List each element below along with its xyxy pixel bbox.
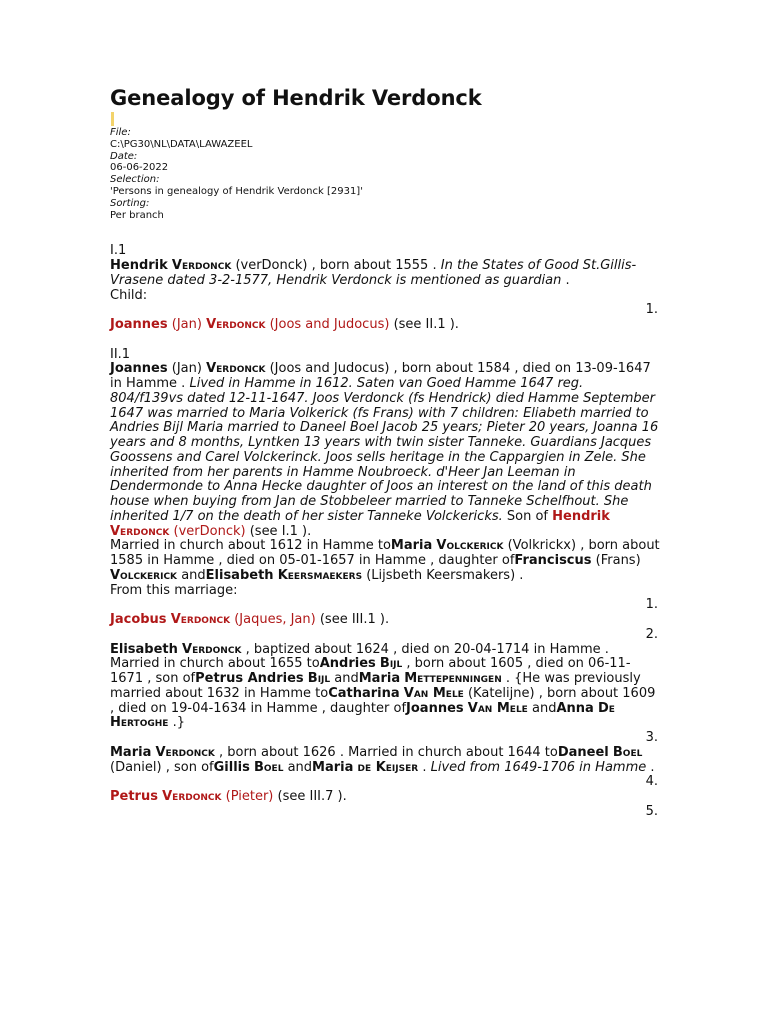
section-id: I.1: [110, 243, 127, 259]
spouse-mother-surname: Keersmaekers: [277, 567, 363, 583]
child-entry: [110, 613, 660, 628]
child-entry: [110, 746, 660, 776]
prev-spouse-mother-surname: De Hertoghe: [110, 700, 615, 731]
spouse-given-name: Maria: [390, 538, 433, 554]
child-given-name: Joannes: [110, 317, 168, 333]
person-given-name: Joannes: [110, 361, 168, 377]
genealogy-body: [110, 244, 660, 819]
father-reference: (see I.1 ).: [249, 523, 312, 539]
spouse-vitals: , born about 1605 , died on 06-11-1671 , son of: [110, 656, 631, 687]
child-nickname: (Jan): [171, 317, 202, 333]
spouse-surname: Boel: [612, 744, 643, 760]
prev-spouse-mother-given: Anna: [556, 700, 594, 716]
section-id: II.1: [110, 346, 131, 362]
spouse-mother-surname: Mettepenningen: [404, 671, 502, 687]
person-note: In the States of Good St.Gillis-Vrasene dated 3-2-1577, Hendrik Verdonck is mentioned as guardian: [110, 258, 637, 288]
father-alias: (verDonck): [173, 523, 246, 539]
sentence-end: .}: [172, 715, 185, 731]
father-given-name: Hendrik: [552, 508, 610, 524]
previous-marriage-text: . {He was previously married about 1632 in Hamme to: [110, 671, 641, 701]
sentence-end: .: [650, 759, 655, 775]
prev-spouse-vitals: (Katelijne) , born about 1609 , died on 19-04-1634 in Hamme , daughter of: [110, 685, 656, 716]
child-given-name: Petrus: [110, 789, 158, 805]
spouse-father-given: Petrus Andries: [195, 671, 304, 687]
and-text: and: [287, 759, 313, 775]
child-surname: Verdonck: [206, 317, 266, 333]
highlight-bar: [111, 112, 114, 126]
person-vitals: , born about 1555 .: [311, 258, 437, 274]
spouse-father-surname: Volckerick: [110, 567, 178, 583]
child-alias: (Pieter): [225, 789, 274, 805]
child-number: 2.: [645, 626, 658, 642]
spouse-surname: Bijl: [379, 656, 403, 672]
child-reference: (see III.1 ).: [319, 612, 390, 628]
page-title: Genealogy of Hendrik Verdonck: [110, 86, 482, 110]
spouse-mother-alias: (Lijsbeth Keersmakers) .: [366, 567, 524, 583]
prev-spouse-father-surname: Van Mele: [467, 700, 528, 716]
child-number: 1.: [645, 597, 658, 613]
father-surname: Verdonck: [110, 523, 170, 539]
child-vitals: , born about 1626 . Married in church about 1644 to: [219, 744, 558, 760]
sorting-label: Sorting:: [110, 197, 150, 209]
spouse-mother-surname: de Keijser: [357, 759, 419, 775]
child-link[interactable]: [110, 789, 273, 804]
child-surname: Verdonck: [155, 744, 215, 760]
child-number: 5.: [645, 803, 658, 819]
child-entry: [110, 318, 660, 333]
date-label: Date:: [110, 150, 138, 162]
spouse-vitals: (Volkrickx) , born about 1585 in Hamme , died on 05-01-1657 in Hamme , daughter of: [110, 538, 660, 569]
spouse-given-name: Daneel: [557, 744, 609, 760]
child-given-name: Maria: [110, 744, 152, 760]
prev-spouse-father-given: Joannes: [406, 700, 464, 716]
selection-value: 'Persons in genealogy of Hendrik Verdonck [2931]': [110, 185, 363, 197]
child-link[interactable]: [110, 612, 316, 627]
child-entry: [110, 643, 660, 732]
person-alias: (verDonck): [235, 258, 308, 274]
spouse-vitals: (Daniel) , son of: [110, 759, 214, 775]
date-value: 06-06-2022: [110, 162, 169, 174]
person-entry: [110, 259, 660, 289]
children-label: From this marriage:: [110, 582, 238, 598]
spouse-given-name: Andries: [319, 656, 376, 672]
person-surname: Verdonck: [206, 361, 266, 377]
child-vitals: , baptized about 1624 , died on 20-04-1714 in Hamme . Married in church about 1655 to: [110, 641, 609, 672]
file-label: File:: [110, 127, 131, 138]
person-given-name: Hendrik: [110, 258, 168, 274]
child-surname: Verdonck: [182, 641, 242, 657]
sorting-value: Per branch: [110, 209, 164, 221]
spouse-father-given: Gillis: [213, 759, 250, 775]
child-reference: (see III.7 ).: [277, 789, 347, 805]
prev-spouse-given: Catharina: [328, 685, 400, 701]
child-note: Lived from 1649-1706 in Hamme: [430, 759, 647, 775]
son-of-label: Son of: [506, 508, 548, 524]
spouse-mother-given: Maria: [312, 759, 354, 775]
child-link[interactable]: [110, 317, 389, 332]
file-value: C:\PG30\NL\DATA\LAWAZEEL: [110, 138, 253, 150]
child-number: 3.: [645, 730, 658, 746]
child-surname: Verdonck: [170, 612, 231, 628]
spouse-father-nickname: (Frans): [595, 553, 641, 569]
person-note: Lived in Hamme in 1612. Saten van Goed Hamme 1647 reg. 804/f139vs dated 12-11-1647. Joos Verdonck (fs Hendrick) died Hamme September 1647 was married to Maria Volkerick (fs Frans) with 7 children: Eliabeth married to Andries Bijl Maria married to Daneel Boel Jacob 25 years; Pieter 20 years, Joanna 16 years and 8 months, Lyntken 13 years with twin sister Tanneke. Guardians Jacques Goossens and Carel Volckerinck. Joos sells heritage in the Cappargien in Zele. She inherited from her parents in Hamme Noubroeck. d'Heer Jan Leeman in Dendermonde to Anna Hecke daughter of Joos an interest on the land of this death house when buying from Jan de Stobbeleer married to Tanneke Schelfhout. She inherited 1/7 on the death of her sister Tanneke Volckericks.: [110, 376, 659, 524]
spouse-father-surname: Boel: [253, 759, 284, 775]
marriage-text: Married in church about 1612 in Hamme to: [110, 538, 391, 554]
spouse-father-surname: Bijl: [307, 671, 331, 687]
child-reference: (see II.1 ).: [393, 317, 459, 333]
spouse-mother-given: Maria: [358, 671, 401, 687]
child-number: 1.: [645, 302, 658, 318]
report-metadata: [110, 127, 660, 221]
prev-spouse-surname: Van Mele: [403, 685, 464, 701]
spouse-father-given: Franciscus: [514, 553, 592, 569]
selection-label: Selection:: [110, 174, 160, 186]
marriage-entry: [110, 539, 660, 583]
child-entry: [110, 790, 660, 805]
child-surname: Verdonck: [162, 789, 222, 805]
child-given-name: Elisabeth: [110, 641, 178, 657]
child-given-name: Jacobus: [110, 612, 167, 628]
child-alias: (Joos and Judocus): [269, 317, 390, 333]
child-label: Child:: [110, 287, 148, 303]
and-text: and: [531, 700, 557, 716]
section-spacer: [110, 333, 660, 348]
person-surname: Verdonck: [171, 258, 232, 274]
sentence-end: .: [422, 759, 427, 775]
child-alias: (Jaques, Jan): [234, 612, 316, 628]
and-text: and: [334, 671, 359, 687]
and-text: and: [181, 567, 206, 583]
spouse-mother-given: Elisabeth: [205, 567, 274, 583]
document-page: [110, 84, 660, 820]
child-number: 4.: [645, 774, 658, 790]
spouse-surname: Volckerick: [436, 538, 504, 554]
sentence-end: .: [565, 272, 570, 288]
person-vitals: (Joos and Judocus) , born about 1584 , died on 13-09-1647 in Hamme .: [110, 361, 651, 392]
person-entry: [110, 362, 660, 539]
person-nickname: (Jan): [171, 361, 202, 377]
